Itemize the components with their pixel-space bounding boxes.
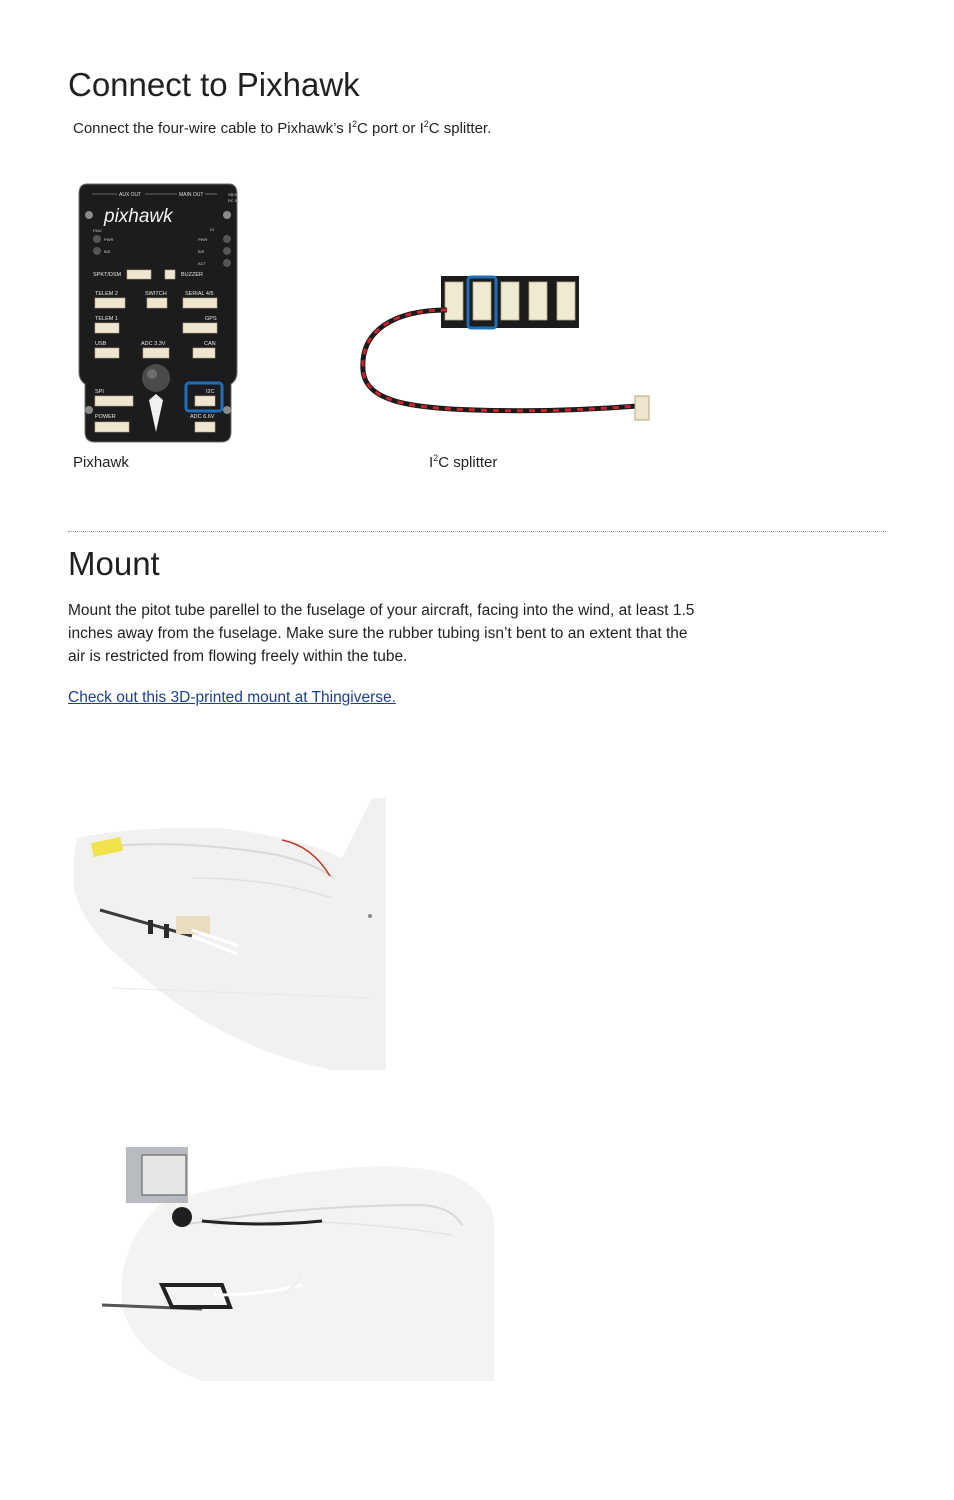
mount-title: Mount: [68, 545, 160, 582]
board-brand: pixhawk: [104, 206, 173, 227]
port-label-serial45: SERIAL 4/5: [185, 291, 214, 297]
port-label-spi: SPI: [95, 389, 104, 395]
board-side-label-rcin: RC IN: [228, 198, 239, 203]
section-divider: [68, 531, 886, 532]
port-label-can: CAN: [204, 341, 216, 347]
port-label-gps: GPS: [205, 316, 217, 322]
port-label-telem2: TELEM 2: [95, 291, 118, 297]
mount-paragraph: Mount the pitot tube parellel to the fuselage of your aircraft, facing into the wind, at least 1.5 inches away from the fuselage. Make sure the rubber tubing isn’t bent to an extent that the air is restricted from flowing freely within the tube.: [68, 602, 695, 665]
led-label-io: IO: [210, 227, 215, 232]
port-label-power: POWER: [95, 414, 116, 420]
port-label-switch: SWITCH: [145, 291, 167, 297]
port-label-adc33: ADC 3.3V: [141, 341, 166, 347]
led-label-pwr-left: PWR: [104, 237, 114, 242]
led-label-be-right: B/E: [198, 249, 205, 254]
thingiverse-link[interactable]: Check out this 3D-printed mount at Thingiverse.: [68, 689, 396, 706]
connect-intro: Connect the four-wire cable to Pixhawk’s $I^2C$ port or $I^2C$ splitter.: [73, 119, 492, 137]
mount-photo-side: [72, 798, 386, 1070]
board-side-label-sbus: SB/S: [228, 192, 238, 197]
pixhawk-board-image: [77, 182, 239, 444]
led-label-act: ACT: [198, 261, 206, 266]
port-label-adc66: ADC 6.6V: [190, 414, 215, 420]
port-label-spkt: SPKT/DSM: [93, 272, 122, 278]
mount-photo-nose: [102, 1145, 496, 1381]
port-label-buzzer: BUZZER: [181, 272, 203, 278]
i2c-splitter-image: [355, 270, 655, 430]
port-label-i2c: I2C: [206, 389, 215, 395]
board-top-label-main: MAIN OUT: [179, 192, 204, 198]
port-label-telem1: TELEM 1: [95, 316, 118, 322]
led-label-fmu: FMU: [93, 228, 102, 233]
led-label-pwr-right: PWR: [198, 237, 208, 242]
connect-title: Connect to Pixhawk: [68, 66, 360, 103]
board-top-label-aux: AUX OUT: [119, 192, 142, 198]
led-label-be-left: B/E: [104, 249, 111, 254]
splitter-caption: $I^2C$ splitter: [429, 453, 498, 471]
pixhawk-caption: Pixhawk: [73, 454, 129, 471]
port-label-usb: USB: [95, 341, 107, 347]
